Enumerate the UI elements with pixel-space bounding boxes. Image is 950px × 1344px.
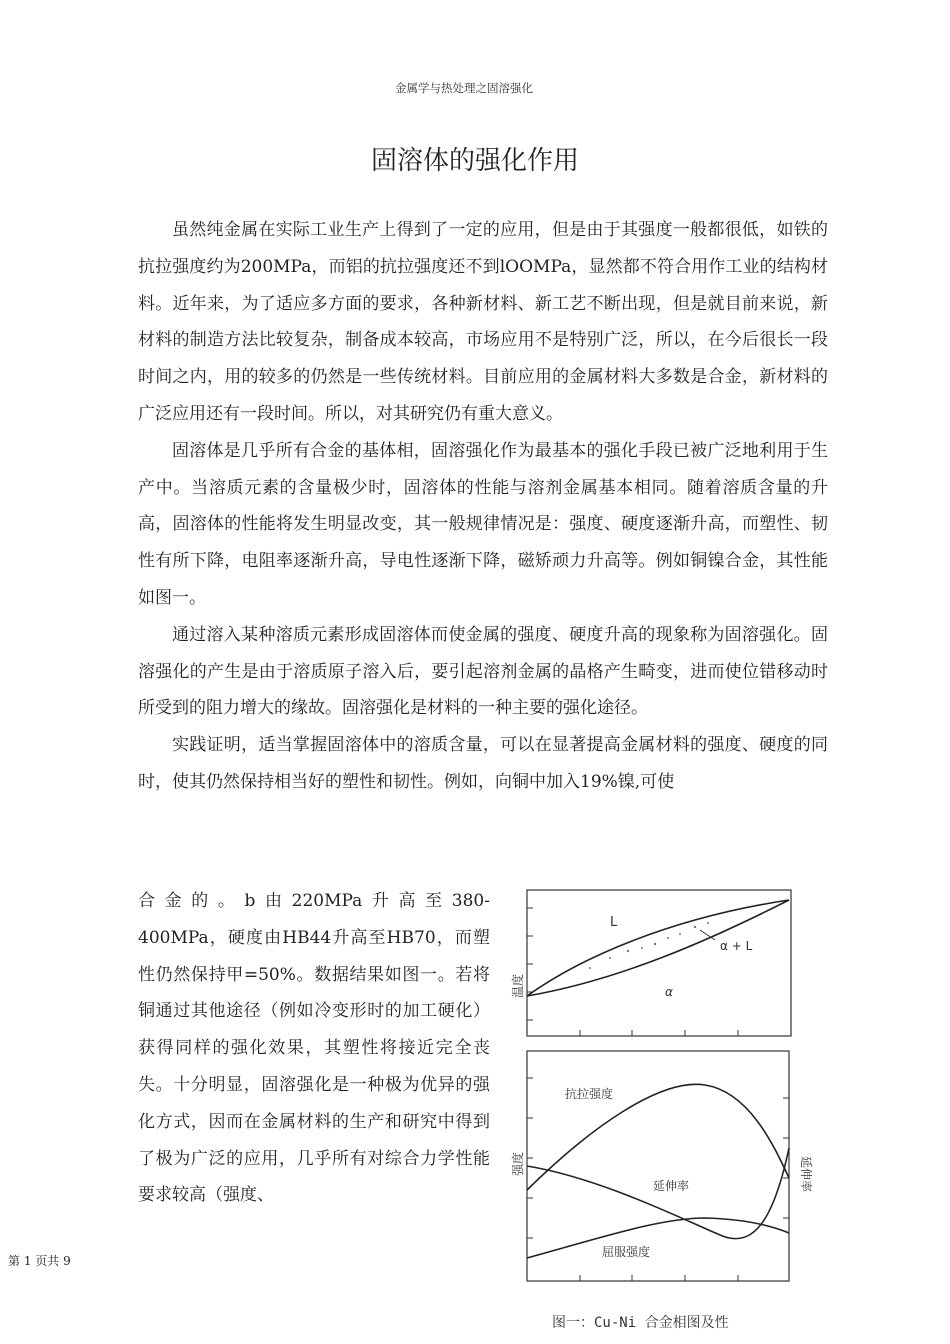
label-L: L xyxy=(610,915,618,930)
page-number: 第 1 页共 9 xyxy=(8,1254,71,1268)
wrapped-text xyxy=(138,883,490,1214)
yield-strength-curve xyxy=(527,1218,789,1258)
paragraph-3: 通过溶入某种溶质元素形成固溶体而使金属的强度、硬度升高的现象称为固溶强化。固溶强化的产生是由于溶质原子溶入后，要引起溶剂金属的晶格产生畸变，进而使位错移动时所受到的阻力增大的缘故。固溶强化是材料的一种主要的强化途径。 xyxy=(138,624,828,719)
wrapped-line-1: 合金的。b由220MPa升高至380- xyxy=(138,891,490,911)
top-y-label: 温度 xyxy=(511,973,525,998)
running-header: 金属学与热处理之固溶强化 xyxy=(395,81,533,95)
label-tensile-strength: 抗拉强度 xyxy=(565,1087,614,1101)
phase-diagram xyxy=(510,890,791,1036)
paragraph-4: 实践证明，适当掌握固溶体中的溶质含量，可以在显著提高金属材料的强度、硬度的同时，使其仍然保持相当好的塑性和韧性。例如，向铜中加入19%镍,可使 xyxy=(138,735,828,792)
figure-cu-ni xyxy=(510,878,813,1288)
bottom-y-label-right: 延伸率 xyxy=(799,1156,813,1193)
wrapped-paragraph: 400MPa，硬度由HB44升高至HB70，而塑性仍然保持甲=50%。数据结果如图一。若将铜通过其他途径（例如冷变形时的加工硬化）获得同样的强化效果，其塑性将接近完全丧失。十分明显，固溶强化是一种极为优异的强化方式，因而在金属材料的生产和研究中得到了极为广泛的应用，几乎所有对综合力学性能要求较高（强度、 xyxy=(138,927,490,1206)
label-elongation: 延伸率 xyxy=(653,1179,690,1193)
paragraph-1: 虽然纯金属在实际工业生产上得到了一定的应用，但是由于其强度一般都很低，如铁的抗拉强度约为200MPa，而铝的抗拉强度还不到lOOMPa，显然都不符合用作工业的结构材料。近年来，为了适应多方面的要求，各种新材料、新工艺不断出现，但是就目前来说，新材料的制造方法比较复杂，制备成本较高，市场应用不是特别广泛，所以，在今后很长一段时间之内，用的较多的仍然是一些传统材料。目前应用的金属材料大多数是合金，新材料的广泛应用还有一段时间。所以，对其研究仍有重大意义。 xyxy=(138,220,828,424)
page-title: 固溶体的强化作用 xyxy=(370,146,579,176)
label-alpha: α xyxy=(665,985,673,999)
body-text xyxy=(138,212,828,801)
property-chart xyxy=(510,1051,814,1281)
bottom-y-label-left: 强度 xyxy=(511,1151,525,1176)
label-alpha-L: α + L xyxy=(720,939,753,953)
elongation-curve xyxy=(527,1148,789,1239)
paragraph-2: 固溶体是几乎所有合金的基体相，固溶强化作为最基本的强化手段已被广泛地利用于生产中。当溶质元素的含量极少时，固溶体的性能与溶剂金属基本相同。随着溶质含量的升高，固溶体的性能将发生明显改变，其一般规律情况是：强度、硬度逐渐升高，而塑性、韧性有所下降，电阻率逐渐升高，导电性逐渐下降，磁矫顽力升高等。例如铜镍合金，其性能如图一。 xyxy=(138,440,828,608)
label-yield-strength: 屈服强度 xyxy=(602,1245,651,1259)
figure-caption: 图一：Cu-Ni 合金相图及性 xyxy=(552,1315,729,1331)
